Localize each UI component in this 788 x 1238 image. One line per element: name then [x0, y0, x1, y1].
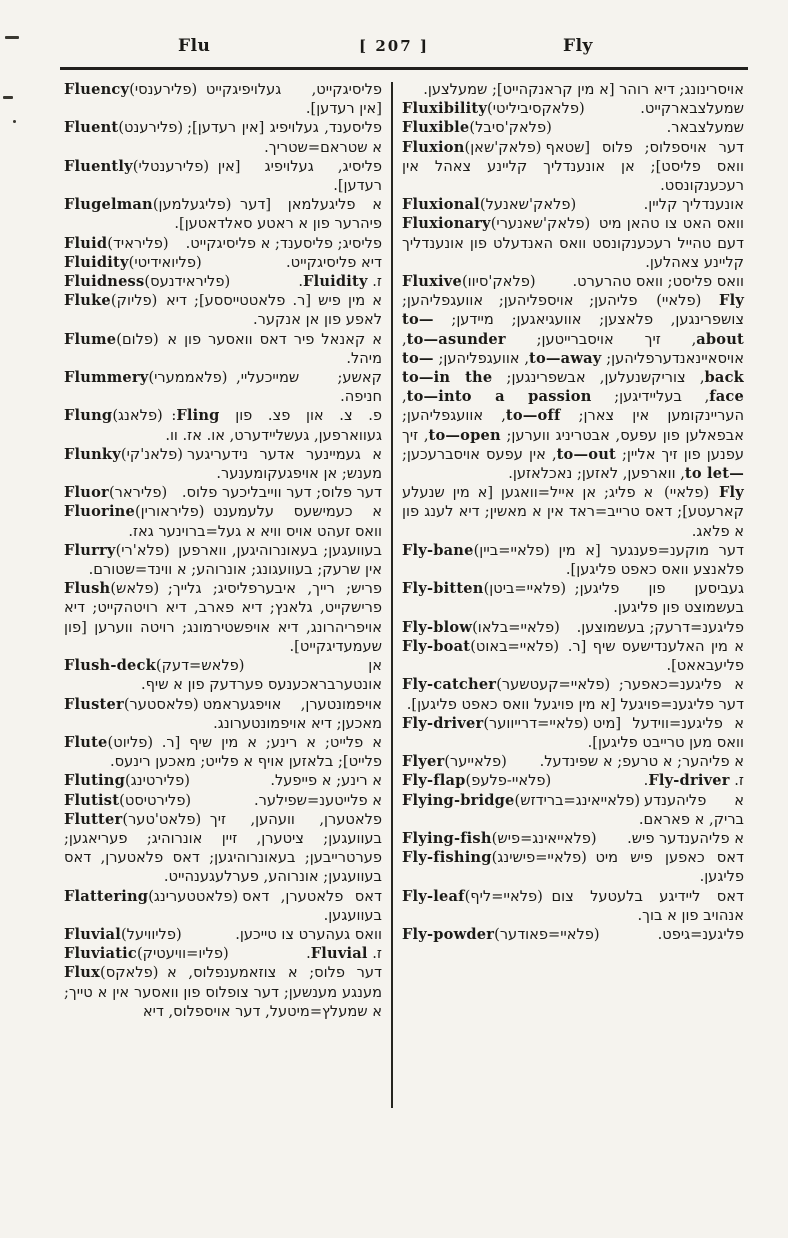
entry-continuation: אויסרינונג; דיא רוהר [א מין קראנקהייט]; שמעלצען.: [423, 81, 744, 98]
entry-definition: א פליגענ=כאפער; דער פליגענ=פויגעל [א מין פויגעל וואס כאפט פליגען].: [406, 676, 744, 713]
entry-definition: א כעמישעס עלעמענט וואס זעהט אויס וויא א געל=ברוינער גאז.: [128, 503, 382, 540]
dictionary-entry: [64, 80, 382, 118]
dictionary-entry: [402, 752, 744, 771]
entry-transliteration: (פלאיי): [656, 484, 717, 502]
entry-definition: פלאטערן, וועהען, זיך בעוועגען; ציטערן, זיין אונרוהיג; פעריאגען; פערטרייבען; בעאונרוהיגען; דאס פלאטערן, דאס בעוועגען; אונרוהע, פערלעגענהייט.: [64, 810, 382, 886]
entry-definition: א פליהער; א טרעפ; א שפינדעל.: [539, 753, 744, 771]
entry-cross-reference: to let—: [684, 465, 744, 483]
entry-headword: Flurry (פלא'רי): [64, 541, 175, 559]
entry-transliteration: (פליו=וויעטיק): [136, 945, 234, 963]
entry-transliteration: (פלאיי): [640, 292, 718, 310]
entry-definition: א מין פיש [ר. פלאטטייססע]; דיא לאפע פון אן אנקער.: [165, 292, 382, 329]
entry-definition: ז. Fluvial.: [306, 945, 382, 963]
dictionary-entry: [64, 445, 382, 483]
entry-cross-reference: to—asunder: [406, 330, 506, 348]
entry-definition: דער פלוס; דער ווייבליכער פלוס.: [181, 484, 382, 502]
dictionary-entry: [64, 253, 382, 272]
entry-definition: א פליהענדע בריק, א פאראם.: [638, 791, 744, 828]
dictionary-entry: [64, 234, 382, 253]
entry-cross-reference: to—about: [402, 311, 744, 348]
dictionary-entry: [402, 925, 744, 944]
dictionary-entry: [64, 118, 382, 156]
dictionary-entry: [402, 118, 744, 137]
entry-cross-reference: to—open: [428, 426, 501, 444]
dictionary-entry: [402, 80, 744, 99]
entry-definition: פליגענ=דרעק; בעשמוצען.: [576, 618, 744, 636]
entry-headword: Flying-fish(פלאייאינג=פיש): [402, 829, 597, 847]
entry-definition: וואס פליסט; וואס טהרערט.: [572, 273, 744, 291]
entry-headword: Flutter (פלאט'טער): [64, 810, 206, 828]
dictionary-entry: [64, 272, 382, 291]
entry-transliteration: (פלאש): [110, 580, 164, 598]
entry-headword: Flutist (פלירטיסט): [64, 791, 196, 809]
dictionary-entry: [64, 771, 382, 790]
entry-headword: Fluorine (פליראורין): [64, 503, 210, 521]
entry-transliteration: (פלאיי=בלאו): [472, 618, 565, 636]
entry-headword: Fluster(פלאסטער): [64, 695, 199, 713]
entry-transliteration: (פלאיי=ליף): [464, 887, 548, 905]
entry-headword: Fluting (פלירטינג): [64, 772, 195, 790]
dictionary-entry: [64, 733, 382, 771]
entry-transliteration: (פלירטינג): [125, 772, 195, 790]
entry-transliteration: (פלאיי=פאודער): [494, 925, 605, 943]
dictionary-entry: [402, 483, 744, 541]
entry-transliteration: (פלאייאינג=ברידזש): [514, 791, 641, 809]
dictionary-entry: [64, 502, 382, 540]
entry-headword: Flattering(פלאטטערינג): [64, 887, 239, 905]
dictionary-entry: [64, 330, 382, 368]
dictionary-entry: [64, 195, 382, 233]
entry-transliteration: (פלאנג): [112, 407, 168, 425]
entry-definition: פליגענ=גיפט.: [657, 925, 744, 943]
entry-headword: Fly-bane (פלאיי=ביין): [402, 541, 555, 559]
entry-transliteration: (פלאסטער): [123, 695, 199, 713]
entry-definition: דיא פליסיגקייט.: [285, 253, 382, 271]
entry-headword: Fly-bitten (פלאיי=ביטן): [402, 580, 571, 598]
entry-headword: Fluxion(פלאק'שאן): [402, 138, 542, 156]
entry-definition: א פליגעלמאן [דער פיהרער פון א ראטע סאלדאטען].: [174, 196, 382, 233]
dictionary-entry: [402, 291, 744, 483]
entry-transliteration: (פליוט): [107, 733, 158, 751]
entry-definition: א פליהענדער פיש.: [627, 829, 744, 847]
dictionary-entry: [402, 829, 744, 848]
entry-headword: Fluxive(פלאק'סיוו): [402, 273, 536, 291]
entry-definition: פ. צ. און פצ. פון Fling: געווארפען, געשליידערט, או. אז. וו.: [165, 407, 382, 444]
entry-transliteration: (פלירענטלי): [132, 157, 214, 175]
dictionary-entry: [64, 656, 382, 694]
entry-cross-reference: to—back: [402, 349, 744, 387]
entry-headword: Fly-fishing (פלאיי=פישינג): [402, 849, 592, 867]
dictionary-entry: [64, 483, 382, 502]
entry-cross-reference: to—in the face: [402, 369, 744, 406]
entry-headword: Flung (פלאנג): [64, 407, 168, 425]
entry-definition: א געמיינער אדער נידעריגער מענש; אן אויפגעקומענער.: [186, 445, 382, 483]
entry-cross-reference: to—off: [505, 407, 561, 425]
entry-headword: Flying-bridge(פלאייאינג=ברידזש): [402, 791, 641, 809]
entry-cross-reference: to—away: [529, 349, 602, 367]
entry-headword: Flume (פלום): [64, 330, 164, 348]
dictionary-entry: [64, 157, 382, 195]
entry-definition: פליהען; אויספליהען; אוועגפליהען; צושפרינגען, פלאצען; אוועגיאגען; מיידען; to—about, זיך אויסברייטען; to—asunder, אויסאיינאנדערפליהען; to—away, אוועגפליהען; to—back, צוריקשנעלען, אבשפרינגען; to—in the face, בעליידיגען; to—into a passion, העריינקומען אין צארן; to—off, אוועגפליהען; אבפאלען פון עפעס, אבטריניג ווערען; to—open, זיך עפנען פון זיך אליין; to—out, אין עפעס אויסברעכען; to let—, ווארפען, לאזען; נאכלאזען.: [402, 292, 745, 483]
entry-definition: ז. Fluidity.: [298, 273, 382, 291]
entry-transliteration: (פלאיי=ביין): [473, 541, 555, 559]
entry-definition: שמעלצבאר.: [666, 119, 744, 137]
entry-definition: א רינע; א פייפעל.: [270, 772, 382, 790]
entry-definition: א פלייט; א רינע; א מין שיף [ר. פלייט]; בלאזען אויף א פלייט; מאכען רינעס.: [110, 733, 382, 771]
dictionary-entry: [402, 637, 744, 675]
dictionary-entry: [64, 791, 382, 810]
entry-transliteration: (פלירענסי): [129, 81, 202, 98]
entry-transliteration: (פלאיי-פלעפ): [465, 772, 556, 790]
left-column: [64, 80, 382, 1021]
entry-transliteration: (פלאיי=ביטן): [483, 580, 571, 598]
entry-definition: א קאנאל פיר דאס וואסער פון א מיהל.: [167, 330, 382, 367]
dictionary-entry: [402, 138, 744, 196]
entry-definition: א מין האלענדישעס שיף [ר. פליעבאאט].: [567, 637, 744, 675]
entry-transliteration: (פלאק'סיוו): [461, 273, 536, 291]
entry-transliteration: (פלאממערי): [148, 369, 233, 387]
header-rule: [60, 67, 748, 70]
entry-headword: Flunky(פלאנ'קי): [64, 445, 183, 463]
dictionary-entry: [402, 272, 744, 291]
dictionary-entry: [64, 541, 382, 579]
entry-transliteration: (פלאק'סיבל): [469, 119, 557, 137]
dictionary-entry: [402, 771, 744, 790]
dictionary-entry: [64, 368, 382, 406]
entry-headword: Flyer (פלאייער): [402, 753, 512, 771]
entry-headword: Fluviatic (פליו=וויעטיק): [64, 945, 234, 963]
entry-headword: Fly-flap (פלאיי-פלעפ): [402, 772, 556, 790]
dictionary-entry: [64, 579, 382, 656]
entry-definition: פליסיגקייט, געלויפיגקייט [אין רעדען].: [205, 81, 382, 118]
entry-definition: פריש; רייך, איבערפליסיג; גלייך; פרישקייט, גלאנץ; דיא פארב, דיא רויטהקייט; דיא אויפריהרונג, דיא אויפשטירמונג; רויטה ווערען [פון שעמעדיגקייט].: [64, 580, 382, 655]
entry-definition: אונענדליך קליין.: [643, 196, 744, 214]
entry-definition: געביסען פון פליגען; בעשמוצט פון פליגען.: [574, 580, 744, 617]
entry-definition: א פלייטענ=שפילער.: [253, 791, 382, 809]
dictionary-entry: [402, 887, 744, 925]
dictionary-entry: [64, 944, 382, 963]
entry-definition: דער מוקענ=פענגער [א מין פלאנצע וואס כאפט פליגען].: [558, 541, 744, 579]
entry-transliteration: (פלום): [116, 330, 164, 348]
entry-headword: Fluxionary (פלאק'שאנערי): [402, 215, 595, 233]
guide-word-right: Fly: [563, 36, 593, 56]
entry-transliteration: (פלירטיסט): [119, 791, 196, 809]
entry-transliteration: (פלאק'שאן): [464, 138, 542, 156]
entry-transliteration: (פלאטטערינג): [148, 887, 239, 905]
entry-transliteration: (פליואידיטי): [128, 253, 207, 271]
dictionary-entry: [64, 925, 382, 944]
entry-definition: דער אויספלוס; פלוס [שטאף וואס פליסט]; אן אונענדליך קליינע צאהל אין רעכענקונסט.: [402, 138, 744, 195]
scan-artifact: [3, 96, 13, 99]
entry-transliteration: (פליוויעל): [120, 925, 187, 943]
entry-headword: Flush (פלאש): [64, 580, 164, 598]
guide-word-left: Flu: [178, 36, 211, 56]
entry-transliteration: (פלאש=דעק): [155, 657, 250, 675]
scan-artifact: [13, 120, 16, 123]
entry-definition: אן אונטערבראכענעס פערדעק פון א שיף.: [140, 657, 382, 694]
entry-headword: Fly: [719, 292, 745, 310]
entry-definition: דאס פלאטערן, דאס בעוועגען.: [242, 887, 382, 924]
entry-transliteration: (פלאייער): [444, 753, 512, 771]
entry-definition: פליסענד, געלויפיג [אין רעדען]; א שטראם=שטריך.: [187, 119, 382, 156]
entry-headword: Fluency (פלירענסי): [64, 81, 202, 98]
dictionary-entry: [402, 541, 744, 579]
entry-transliteration: (פלירענט): [118, 119, 184, 137]
entry-transliteration: (פלאייאינג=פיש): [491, 829, 597, 847]
entry-headword: Fluidity (פליואידיטי): [64, 253, 207, 271]
entry-headword: Fluvial (פליוויעל): [64, 925, 187, 943]
entry-headword: Fly-driver(פלאיי=דרייווער): [402, 714, 589, 732]
entry-headword: Fluidness (פליראידנעס): [64, 273, 235, 291]
dictionary-entry: [64, 406, 382, 444]
entry-transliteration: (פלאקס): [100, 964, 164, 982]
entry-transliteration: (פלא'רי): [115, 541, 175, 559]
dictionary-entry: [64, 695, 382, 733]
entry-transliteration: (פליגעלמען): [152, 196, 237, 214]
entry-transliteration: (פלאיי=פישינג): [491, 849, 592, 867]
entry-transliteration: (פלאנ'קי): [120, 445, 183, 463]
entry-definition: פליסיג, געלויפיג [אין רעדען].: [217, 157, 382, 195]
entry-headword: Fly-blow (פלאיי=בלאו): [402, 618, 565, 636]
entry-transliteration: (פליראיד): [107, 234, 169, 252]
entry-headword: Flugelman (פליגעלמען): [64, 196, 237, 214]
entry-cross-reference: to—into a passion: [406, 388, 592, 406]
dictionary-entry: [64, 291, 382, 329]
entry-cross-reference: to—out: [556, 445, 616, 463]
entry-definition: בעוועגען; בעאונרוהיגען, ווארפען אין שרעק; בעוועגונג; אונרוהע; א ווינד=שטורם.: [88, 541, 382, 579]
dictionary-entry: [402, 99, 744, 118]
entry-transliteration: (פלאק'שאנעל): [479, 196, 581, 214]
entry-definition: א פליג; אן אייל=וואגען [א מין שנעלע קארעטע]; דאס טרייב=ראד אין א מאשין; דיא לענג פון א פלאג.: [402, 484, 744, 540]
right-column: [402, 80, 744, 944]
entry-transliteration: (פלאיי=קעטשער): [496, 676, 615, 694]
entry-headword: Fluently (פלירענטלי): [64, 157, 214, 175]
entry-transliteration: (פלאיי=דרייווער): [483, 714, 589, 732]
entry-cross-reference: Fly-driver: [648, 772, 730, 790]
entry-definition: א פליגענ=ווידעל [מיט וואס מען טרייבט פליגען].: [587, 714, 744, 751]
entry-headword: Fluor(פליראר): [64, 484, 168, 502]
entry-definition: פליסיג; פליסענד; א פליסיגקייט.: [185, 234, 382, 252]
dictionary-entry: [402, 848, 744, 886]
dictionary-entry: [402, 791, 744, 829]
dictionary-entry: [402, 675, 744, 713]
entry-definition: אויפמונטערן, אויפגעראמט מאכען; דיא אויפמונטערונג.: [202, 695, 382, 732]
entry-cross-reference: Fluidity: [303, 273, 368, 291]
entry-headword: Fluxibility (פלאקסיביליטי): [402, 100, 590, 118]
entry-headword: Flush-deck (פלאש=דעק): [64, 657, 250, 675]
entry-headword: Fluent(פלירענט): [64, 119, 184, 137]
entry-definition: דער פלוס; א צוזאמענפלוס, א מענגע מענשען; דער צופלוס פון וואסער אין א טייך; א שמעלץ=מיטעל, דער אויספלוס, דיא: [64, 964, 382, 1020]
entry-transliteration: (פליוק): [110, 292, 162, 310]
entry-headword: Fluxible (פלאק'סיבל): [402, 119, 557, 137]
entry-headword: Flummery (פלאממערי): [64, 369, 233, 387]
entry-transliteration: (פלאט'טער): [122, 810, 206, 828]
entry-headword: Fly-leaf (פלאיי=ליף): [402, 887, 548, 905]
entry-headword: Fly-powder (פלאיי=פאודער): [402, 925, 605, 943]
entry-definition: קאשע; שמייכעליי, חניפה.: [236, 369, 382, 406]
entry-definition: וואס האט צו טהאן מיט דעם טהייל רעכענקונסט וואס האנדעלט פון אונענדליך קליינע צאהלען.: [402, 215, 744, 271]
dictionary-entry: [402, 195, 744, 214]
entry-headword: Fly: [719, 484, 744, 502]
entry-headword: Fluke (פליוק): [64, 292, 162, 310]
entry-definition: ז. Fly-driver.: [643, 772, 744, 790]
dictionary-entry: [402, 618, 744, 637]
entry-definition: דאס כאפען פיש מיט פליגען.: [595, 849, 744, 886]
dictionary-entry: [64, 963, 382, 1021]
entry-definition: שמעלצבארקייט.: [640, 100, 744, 118]
entry-transliteration: (פליראורין): [134, 503, 210, 521]
dictionary-entry: [402, 714, 744, 752]
entry-cross-reference: Fling: [176, 407, 220, 425]
entry-headword: Fly-boat (פלאיי=באוט): [402, 637, 564, 655]
entry-cross-reference: Fluvial: [310, 945, 368, 963]
text-block: [64, 80, 744, 1108]
column-divider: [391, 82, 393, 1108]
entry-transliteration: (פליראידנעס): [144, 273, 235, 291]
entry-transliteration: (פלאקסיביליטי): [487, 100, 590, 118]
dictionary-entry: [402, 579, 744, 617]
page-number: [ 207 ]: [359, 37, 429, 55]
entry-headword: Fluid(פליראיד): [64, 234, 169, 252]
dictionary-entry: [402, 214, 744, 272]
entry-transliteration: (פליראר): [108, 484, 168, 502]
entry-headword: Fluxional (פלאק'שאנעל): [402, 196, 581, 214]
entry-definition: וואס געהערט צו טייכען.: [235, 925, 382, 943]
entry-headword: Flute (פליוט): [64, 733, 158, 751]
dictionary-entry: [64, 810, 382, 887]
dictionary-entry: [64, 887, 382, 925]
entry-transliteration: (פלאיי=באוט): [470, 637, 564, 655]
entry-definition: דאס ליידיגע בלעטעל צום אנהויב פון א בוך.: [551, 887, 744, 924]
scan-artifact: [5, 36, 19, 39]
entry-transliteration: (פלאק'שאנערי): [490, 215, 595, 233]
entry-headword: Fly-catcher (פלאיי=קעטשער): [402, 676, 615, 694]
entry-headword: Flux (פלאקס): [64, 964, 164, 982]
